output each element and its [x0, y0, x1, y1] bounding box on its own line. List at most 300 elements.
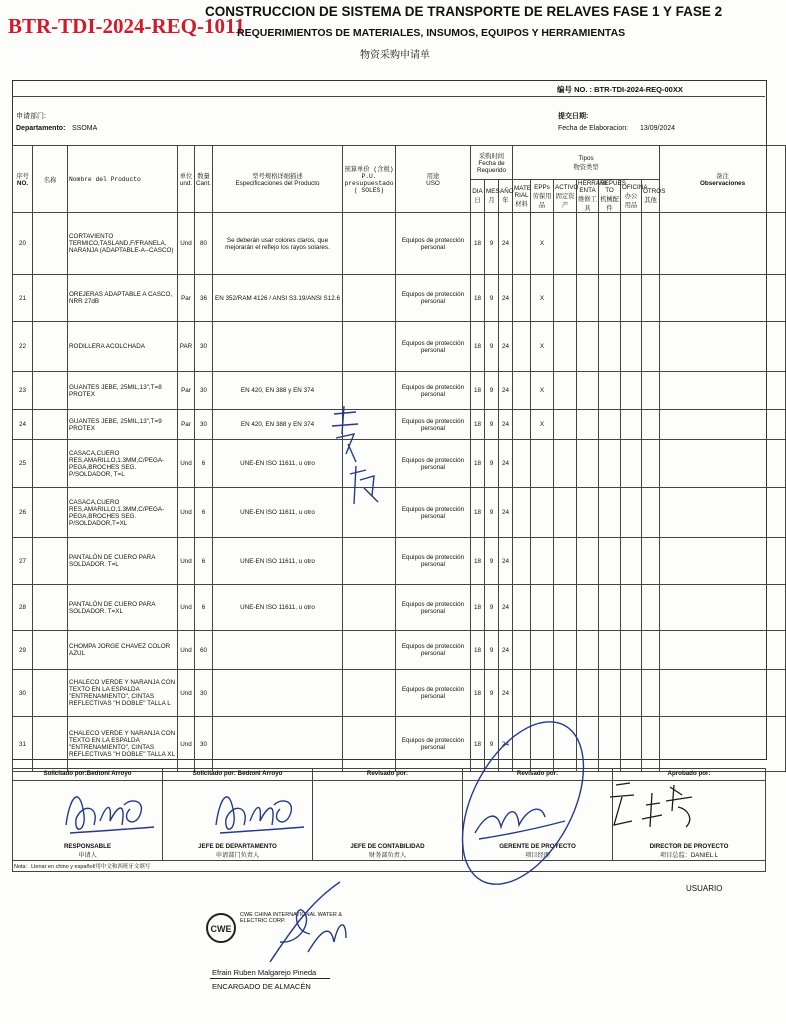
row-name-cn	[33, 538, 68, 585]
handwritten-note	[326, 404, 396, 514]
row-day: 18	[471, 538, 485, 585]
col-herramienta: HERRAMI ENTA	[578, 180, 608, 194]
row-spec	[213, 322, 343, 372]
svg-text:CWE: CWE	[210, 924, 232, 934]
row-qty: 30	[195, 410, 213, 440]
col-date-cn: 采购时间	[478, 153, 505, 160]
row-observaciones	[660, 631, 786, 670]
row-day: 18	[471, 631, 485, 670]
row-spec: EN 352/RAM 4126 / ANSI S3.19/ANSI S12.6	[213, 275, 343, 322]
row-unit: Und	[178, 440, 195, 488]
row-name-cn	[33, 585, 68, 631]
col-ano-cn: 年	[502, 197, 509, 204]
col-activo-cn: 固定资产	[555, 192, 575, 209]
table-row	[13, 275, 786, 322]
row-epps	[531, 631, 554, 670]
row-day: 18	[471, 275, 485, 322]
row-no: 21	[13, 275, 33, 322]
row-herramienta	[577, 410, 599, 440]
role-director-cn: 项目总监：DANIEL L	[659, 852, 719, 859]
row-day: 18	[471, 410, 485, 440]
row-use: Equipos de protección personal	[396, 717, 471, 772]
row-no: 27	[13, 538, 33, 585]
col-name: Nombre del Producto	[69, 175, 141, 183]
row-repuestos	[599, 372, 621, 410]
role-accounting: JEFE DE CONTABILIDAD	[350, 843, 425, 850]
row-name-cn	[33, 372, 68, 410]
row-oficina	[621, 275, 642, 322]
row-name-cn	[33, 488, 68, 538]
col-unit: und.	[179, 180, 193, 187]
row-name-cn	[33, 213, 68, 275]
row-name-cn	[33, 631, 68, 670]
row-observaciones	[660, 585, 786, 631]
row-material	[513, 213, 531, 275]
table-row	[13, 631, 786, 670]
document-subtitle-cn: 物资采购申请单	[360, 50, 430, 61]
row-oficina	[621, 631, 642, 670]
role-manager-cn: 项目经理	[525, 852, 550, 859]
row-no: 22	[13, 322, 33, 372]
row-herramienta	[577, 322, 599, 372]
row-epps: X	[531, 322, 554, 372]
row-unit: Und	[178, 631, 195, 670]
col-epps: EPPs	[534, 183, 550, 191]
row-name: CASACA,CUERO RES,AMARILLO,1.3MM,C/PEGA-PEGA,BROCHES SEG. P/SOLDADOR, T=L	[68, 440, 178, 488]
row-month: 9	[485, 585, 499, 631]
row-epps: X	[531, 410, 554, 440]
row-qty: 6	[195, 538, 213, 585]
row-day: 18	[471, 488, 485, 538]
row-name-cn	[33, 670, 68, 717]
requested-by-1: Solicitado por:Bedtoni Arroyo	[13, 769, 163, 781]
accounting-cell	[313, 781, 463, 861]
row-otros	[642, 213, 660, 275]
col-mes: MES	[486, 188, 500, 195]
date-label: Fecha de Elaboracion:	[558, 125, 629, 132]
warehouse-keeper-role: ENCARGADO DE ALMACÉN	[212, 982, 311, 991]
role-dept-head-cn: 申请部门负责人	[215, 852, 260, 859]
row-day: 18	[471, 213, 485, 275]
row-year: 24	[499, 717, 513, 772]
date-value: 13/09/2024	[640, 125, 676, 132]
row-herramienta	[577, 275, 599, 322]
row-epps	[531, 488, 554, 538]
row-observaciones	[660, 538, 786, 585]
row-repuestos	[599, 213, 621, 275]
document-subtitle: REQUERIMIENTOS DE MATERIALES, INSUMOS, EQUIPOS Y HERRAMIENTAS	[237, 27, 626, 39]
row-month: 9	[485, 631, 499, 670]
col-material: MATE RIAL	[514, 184, 532, 199]
col-herramienta-cn: 维修工具	[578, 196, 597, 212]
row-observaciones	[660, 670, 786, 717]
row-name: GUANTES JEBE, 25MIL,13",T=9 PROTEX	[68, 410, 178, 440]
col-otros-cn: 其他	[644, 197, 657, 204]
row-epps	[531, 585, 554, 631]
row-day: 18	[471, 440, 485, 488]
table-row	[13, 440, 786, 488]
date-cn-label: 提交日期:	[558, 113, 589, 120]
row-name: PANTALÓN DE CUERO PARA SOLDADOR. T=L	[68, 538, 178, 585]
row-observaciones	[660, 440, 786, 488]
row-otros	[642, 538, 660, 585]
row-otros	[642, 440, 660, 488]
row-spec: UNE-EN ISO 11611, u otro	[213, 488, 343, 538]
items-table	[12, 145, 786, 772]
row-herramienta	[577, 488, 599, 538]
signature-note-row	[13, 861, 766, 872]
row-unit: Par	[178, 275, 195, 322]
row-no: 31	[13, 717, 33, 772]
row-material	[513, 631, 531, 670]
row-otros	[642, 410, 660, 440]
warehouse-sign-line	[210, 978, 330, 979]
row-spec: Se deberán usar colores claros, que mejorarán el reflejo los rayos solares.	[213, 213, 343, 275]
row-qty: 30	[195, 717, 213, 772]
role-dept-head: JEFE DE DEPARTAMENTO	[198, 843, 277, 850]
row-repuestos	[599, 410, 621, 440]
row-month: 9	[485, 538, 499, 585]
row-spec	[213, 631, 343, 670]
table-row	[13, 585, 786, 631]
col-budget: P.U. presupuestado ( SOLES)	[344, 173, 394, 194]
row-spec: EN 420, EN 388 y EN 374	[213, 410, 343, 440]
col-oficina: OFICINA	[622, 183, 648, 191]
row-otros	[642, 631, 660, 670]
col-oficina-cn: 办公用品	[624, 192, 638, 209]
row-activo	[554, 440, 577, 488]
col-epps-cn: 劳保用品	[532, 192, 552, 209]
row-otros	[642, 322, 660, 372]
row-unit: Und	[178, 213, 195, 275]
row-spec: UNE-EN ISO 11611, u otro	[213, 538, 343, 585]
row-unit: Und	[178, 585, 195, 631]
col-budget-cn: 预算单价 (含税)	[344, 166, 394, 173]
row-qty: 30	[195, 670, 213, 717]
divider	[12, 96, 765, 97]
requested-by-2: Solicitado por: Bedtoni Arroyo	[163, 769, 313, 781]
col-repuestos: REPUES TO	[600, 180, 626, 194]
role-responsible: RESPONSABLE	[63, 843, 112, 850]
row-spec	[213, 717, 343, 772]
row-herramienta	[577, 440, 599, 488]
row-unit: PAR	[178, 322, 195, 372]
row-oficina	[621, 670, 642, 717]
table-header-row	[13, 146, 786, 180]
row-qty: 80	[195, 213, 213, 275]
signature-dept-head	[210, 775, 310, 845]
row-month: 9	[485, 275, 499, 322]
col-use-cn: 用途	[426, 173, 440, 180]
row-year: 24	[499, 410, 513, 440]
row-oficina	[621, 322, 642, 372]
row-activo	[554, 372, 577, 410]
row-no: 28	[13, 585, 33, 631]
row-name: OREJERAS ADAPTABLE A CASCO, NRR 27dB	[68, 275, 178, 322]
row-name: CHALECO VERDE Y NARANJA CON TEXTO EN LA ESPALDA "ENTRENAMIENTO", CINTAS REFLECTIVAS "H DOBLE" TALLA L	[68, 670, 178, 717]
row-oficina	[621, 538, 642, 585]
role-manager: GERENTE DE PROYECTO	[499, 843, 576, 850]
row-spec: UNE-EN ISO 11611, u otro	[213, 585, 343, 631]
company-logo-icon	[205, 912, 237, 944]
row-no: 29	[13, 631, 33, 670]
row-budget	[343, 717, 396, 772]
department-label: Departamento:	[16, 125, 66, 132]
row-qty: 30	[195, 322, 213, 372]
row-epps	[531, 440, 554, 488]
row-use: Equipos de protección personal	[396, 213, 471, 275]
col-spec: Especificaciones del Producto	[235, 180, 320, 187]
row-activo	[554, 585, 577, 631]
row-otros	[642, 585, 660, 631]
table-row	[13, 322, 786, 372]
row-day: 18	[471, 372, 485, 410]
row-year: 24	[499, 670, 513, 717]
row-qty: 30	[195, 372, 213, 410]
row-month: 9	[485, 717, 499, 772]
row-observaciones	[660, 322, 786, 372]
table-row	[13, 213, 786, 275]
signature-warehouse	[250, 872, 360, 982]
col-date: Fecha de Requerido	[476, 160, 507, 174]
row-use: Equipos de protección personal	[396, 440, 471, 488]
row-material	[513, 322, 531, 372]
row-observaciones	[660, 372, 786, 410]
row-year: 24	[499, 538, 513, 585]
row-use: Equipos de protección personal	[396, 322, 471, 372]
row-repuestos	[599, 585, 621, 631]
footnote: Nota：Llenar en chino y español/用中文和西班牙文填写	[13, 861, 766, 872]
row-epps: X	[531, 372, 554, 410]
row-otros	[642, 670, 660, 717]
row-unit: Und	[178, 670, 195, 717]
company-name: CWE CHINA INTERNATIONAL WATER & ELECTRIC CORP.	[240, 912, 343, 924]
row-material	[513, 275, 531, 322]
row-activo	[554, 213, 577, 275]
row-oficina	[621, 717, 642, 772]
row-spec: EN 420, EN 388 y EN 374	[213, 372, 343, 410]
role-director: DIRECTOR DE PROYECTO	[649, 843, 729, 850]
row-day: 18	[471, 670, 485, 717]
items-body	[13, 213, 786, 772]
row-repuestos	[599, 322, 621, 372]
row-otros	[642, 372, 660, 410]
row-oficina	[621, 440, 642, 488]
col-material-cn: 材料	[515, 200, 528, 208]
row-no: 30	[13, 670, 33, 717]
row-epps: X	[531, 213, 554, 275]
row-no: 20	[13, 213, 33, 275]
row-observaciones	[660, 488, 786, 538]
row-herramienta	[577, 538, 599, 585]
row-material	[513, 488, 531, 538]
table-row	[13, 372, 786, 410]
warehouse-keeper-name: Efrain Ruben Malgarejo Pineda	[212, 968, 317, 977]
row-no: 23	[13, 372, 33, 410]
row-oficina	[621, 372, 642, 410]
row-month: 9	[485, 440, 499, 488]
request-code-stamp: BTR-TDI-2024-REQ-1011	[8, 14, 245, 38]
row-activo	[554, 410, 577, 440]
col-ano: AÑO	[500, 188, 514, 195]
row-month: 9	[485, 410, 499, 440]
row-year: 24	[499, 488, 513, 538]
row-oficina	[621, 213, 642, 275]
row-epps	[531, 538, 554, 585]
row-use: Equipos de protección personal	[396, 488, 471, 538]
row-unit: Par	[178, 410, 195, 440]
row-activo	[554, 488, 577, 538]
row-name-cn	[33, 717, 68, 772]
row-month: 9	[485, 372, 499, 410]
row-year: 24	[499, 213, 513, 275]
row-observaciones	[660, 410, 786, 440]
col-use: USO	[426, 180, 440, 187]
row-name: CHALECO VERDE Y NARANJA CON TEXTO EN LA ESPALDA "ENTRENAMIENTO", CINTAS REFLECTIVAS "H DOBLE" TALLA XL	[68, 717, 178, 772]
signature-manager	[445, 705, 595, 890]
row-day: 18	[471, 585, 485, 631]
row-day: 18	[471, 717, 485, 772]
reviewed-by-2: Revisado por:	[463, 769, 613, 781]
row-repuestos	[599, 538, 621, 585]
row-name-cn	[33, 275, 68, 322]
row-budget	[343, 538, 396, 585]
row-epps: X	[531, 275, 554, 322]
col-obs-cn: 备注	[716, 173, 729, 180]
row-budget	[343, 631, 396, 670]
row-spec: UNE-EN ISO 11611, u otro	[213, 440, 343, 488]
col-name-cn: 名称	[43, 176, 57, 184]
row-use: Equipos de protección personal	[396, 670, 471, 717]
row-year: 24	[499, 275, 513, 322]
row-budget	[343, 322, 396, 372]
row-material	[513, 372, 531, 410]
row-name: CHOMPA JORGE CHAVEZ COLOR AZUL	[68, 631, 178, 670]
row-repuestos	[599, 440, 621, 488]
col-spec-cn: 型号规格详细描述	[252, 173, 303, 180]
row-name: PANTALÓN DE CUERO PARA SOLDADOR. T=XL	[68, 585, 178, 631]
signature-responsible	[60, 775, 160, 845]
row-unit: Par	[178, 372, 195, 410]
col-tipos: Tipos	[578, 154, 594, 162]
row-repuestos	[599, 670, 621, 717]
department-value: SSOMA	[72, 125, 98, 132]
row-oficina	[621, 410, 642, 440]
row-name: CASACA,CUERO RES,AMARILLO,1.3MM,C/PEGA-PEGA,BROCHES SEG. P/SOLDADOR,T=XL	[68, 488, 178, 538]
table-row	[13, 717, 786, 772]
signature-director	[600, 775, 710, 845]
table-row	[13, 488, 786, 538]
col-no-cn: 序号	[16, 173, 29, 180]
role-accounting-cn: 财务部负责人	[368, 852, 407, 859]
document-title: CONSTRUCCION DE SISTEMA DE TRANSPORTE DE RELAVES FASE 1 Y FASE 2	[205, 4, 723, 19]
row-name: GUANTES JEBE, 25MIL,13",T=8 PROTEX	[68, 372, 178, 410]
row-qty: 60	[195, 631, 213, 670]
row-material	[513, 538, 531, 585]
col-dia: DIA	[472, 188, 483, 195]
row-repuestos	[599, 717, 621, 772]
col-unit-cn: 单位	[179, 173, 193, 180]
row-observaciones	[660, 717, 786, 772]
row-qty: 6	[195, 440, 213, 488]
table-row	[13, 538, 786, 585]
col-repuestos-cn: 机械配件	[600, 196, 619, 212]
row-oficina	[621, 488, 642, 538]
row-repuestos	[599, 275, 621, 322]
row-unit: Und	[178, 488, 195, 538]
approved-by: Aprobado por:	[613, 769, 766, 781]
col-dia-cn: 日	[474, 197, 481, 204]
col-otros: OTROS	[643, 188, 666, 195]
form-number: 编号 NO. : BTR-TDI-2024-REQ-00XX	[557, 85, 683, 94]
row-qty: 6	[195, 488, 213, 538]
row-year: 24	[499, 372, 513, 410]
row-spec	[213, 670, 343, 717]
row-unit: Und	[178, 717, 195, 772]
row-material	[513, 410, 531, 440]
row-no: 26	[13, 488, 33, 538]
row-herramienta	[577, 585, 599, 631]
row-unit: Und	[178, 538, 195, 585]
reviewed-by-1: Revisado por:	[313, 769, 463, 781]
row-name: CORTAVIENTO TERMICO,TASLAND,F/FRANELA, NARANJA (ADAPTABLE-A--CASCO)	[68, 213, 178, 275]
row-use: Equipos de protección personal	[396, 631, 471, 670]
row-name-cn	[33, 410, 68, 440]
row-use: Equipos de protección personal	[396, 372, 471, 410]
row-otros	[642, 488, 660, 538]
row-use: Equipos de protección personal	[396, 275, 471, 322]
row-material	[513, 440, 531, 488]
row-use: Equipos de protección personal	[396, 410, 471, 440]
row-budget	[343, 585, 396, 631]
col-qty: Cant.	[196, 180, 212, 187]
col-tipos-cn: 物资类型	[573, 163, 599, 171]
row-herramienta	[577, 213, 599, 275]
row-otros	[642, 275, 660, 322]
row-herramienta	[577, 372, 599, 410]
row-name: RODILLERA ACOLCHADA	[68, 322, 178, 372]
row-month: 9	[485, 322, 499, 372]
col-mes-cn: 月	[488, 197, 495, 204]
col-activo: ACTIVO	[555, 183, 579, 191]
row-month: 9	[485, 213, 499, 275]
row-qty: 36	[195, 275, 213, 322]
row-use: Equipos de protección personal	[396, 585, 471, 631]
row-material	[513, 585, 531, 631]
row-month: 9	[485, 488, 499, 538]
row-activo	[554, 631, 577, 670]
row-otros	[642, 717, 660, 772]
col-no: NO.	[16, 180, 29, 187]
role-responsible-cn: 申请人	[78, 852, 97, 859]
row-use: Equipos de protección personal	[396, 538, 471, 585]
row-no: 25	[13, 440, 33, 488]
row-year: 24	[499, 440, 513, 488]
row-repuestos	[599, 488, 621, 538]
table-row	[13, 410, 786, 440]
department-cn-label: 申请部门:	[16, 113, 46, 120]
row-repuestos	[599, 631, 621, 670]
row-month: 9	[485, 670, 499, 717]
row-year: 24	[499, 631, 513, 670]
row-day: 18	[471, 322, 485, 372]
user-label: USUARIO	[686, 884, 723, 893]
row-year: 24	[499, 585, 513, 631]
table-row	[13, 670, 786, 717]
row-herramienta	[577, 631, 599, 670]
row-activo	[554, 275, 577, 322]
row-budget	[343, 213, 396, 275]
